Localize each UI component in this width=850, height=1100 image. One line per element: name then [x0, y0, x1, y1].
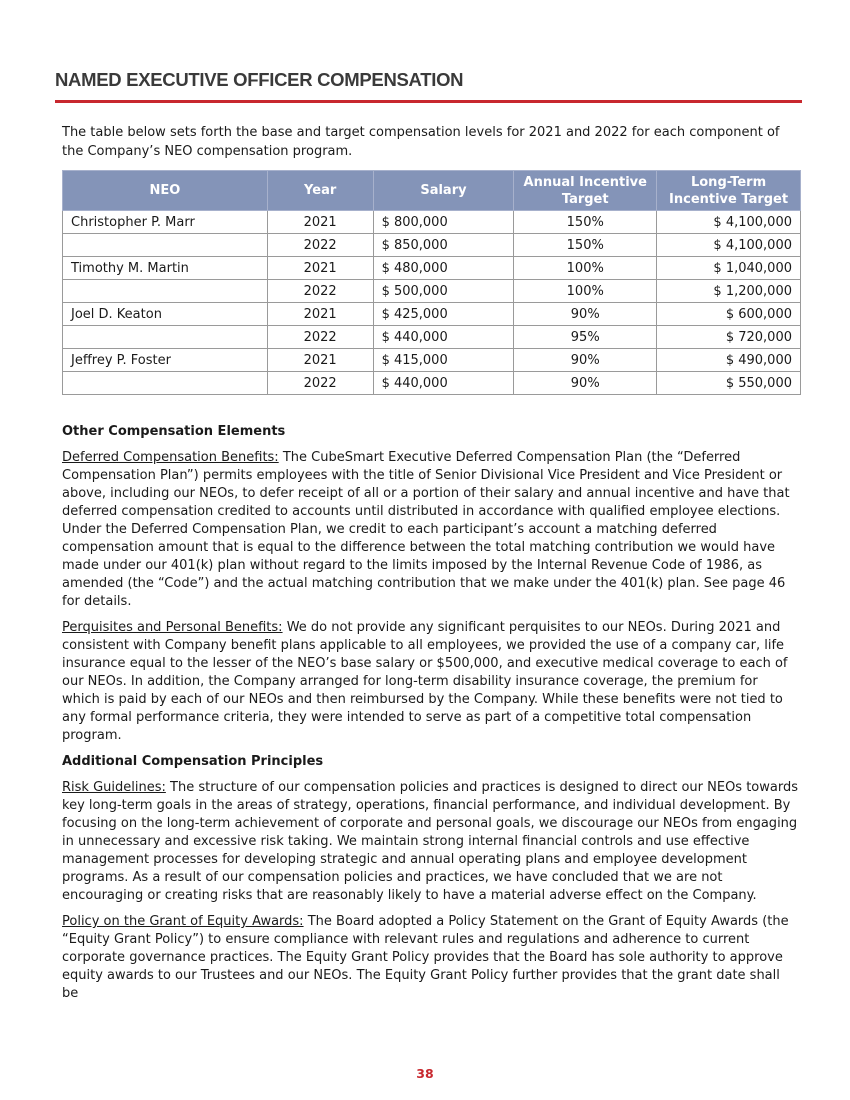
- cell-neo: Christopher P. Marr: [63, 211, 268, 234]
- table-header-row: [63, 171, 801, 211]
- cell-salary: $ 440,000: [373, 326, 514, 349]
- cell-salary: $ 800,000: [373, 211, 514, 234]
- header-lti-line1: Long-Term: [690, 174, 767, 190]
- perquisites-text: We do not provide any significant perquisites to our NEOs. During 2021 and consistent with Company benefit plans applicable to all employees, we provided the use of a company car, life insurance equal to the lesser of the NEO’s base salary or $500,000, and executive medical coverage to each of our NEOs. In addition, the Company arranged for long-term disability insurance coverage, the premium for which is paid by each of our NEOs and then reimbursed by the Company. While these benefits were not tied to any formal performance criteria, they were intended to serve as part of a competitive total compensation program.: [62, 620, 788, 743]
- cell-neo: [63, 234, 268, 257]
- other-comp-heading: Other Compensation Elements: [62, 424, 286, 439]
- cell-year: 2021: [267, 349, 373, 372]
- header-long-term-incentive: [657, 171, 801, 211]
- cell-year: 2021: [267, 303, 373, 326]
- equity-policy-paragraph: [62, 913, 799, 1003]
- cell-salary: $ 500,000: [373, 280, 514, 303]
- cell-salary: $ 480,000: [373, 257, 514, 280]
- cell-annual-incentive: 150%: [514, 211, 657, 234]
- cell-annual-incentive: 90%: [514, 303, 657, 326]
- table-row: [63, 326, 801, 349]
- cell-neo: [63, 280, 268, 303]
- table-row: [63, 280, 801, 303]
- cell-year: 2022: [267, 280, 373, 303]
- cell-neo: [63, 372, 268, 395]
- cell-annual-incentive: 100%: [514, 257, 657, 280]
- additional-principles-heading: Additional Compensation Principles: [62, 754, 324, 769]
- cell-annual-incentive: 90%: [514, 372, 657, 395]
- equity-policy-label: Policy on the Grant of Equity Awards:: [62, 914, 304, 929]
- cell-neo: Timothy M. Martin: [63, 257, 268, 280]
- equity-policy-text: The Board adopted a Policy Statement on the Grant of Equity Awards (the “Equity Grant Policy”) to ensure compliance with relevant rules and regulations and adherence to current corporate governance practices. The Equity Grant Policy provides that the Board has sole authority to approve equity awards to our Trustees and our NEOs. The Equity Grant Policy further provides that the grant date shall be: [62, 914, 789, 1001]
- cell-year: 2022: [267, 234, 373, 257]
- cell-year: 2021: [267, 211, 373, 234]
- header-lti-line2: Incentive Target: [669, 191, 789, 207]
- cell-long-term-incentive: $ 4,100,000: [657, 211, 801, 234]
- cell-salary: $ 415,000: [373, 349, 514, 372]
- risk-guidelines-paragraph: [62, 779, 799, 905]
- section-title: NAMED EXECUTIVE OFFICER COMPENSATION: [55, 69, 464, 90]
- header-aip-line1: Annual Incentive: [523, 174, 647, 190]
- body-text: [62, 423, 799, 1011]
- header-aip-line2: Target: [561, 191, 609, 207]
- table-row: [63, 372, 801, 395]
- header-year: Year: [267, 171, 373, 211]
- risk-guidelines-text: The structure of our compensation policies and practices is designed to direct our NEOs towards key long-term goals in the areas of strategy, operations, financial performance, and individual development. By focusing on the long-term achievement of corporate and personal goals, we discourage our NEOs from engaging in unnecessary and excessive risk taking. We maintain strong internal financial controls and use effective management processes for developing strategic and annual operating plans and employee development programs. As a result of our compensation policies and practices, we have concluded that we are not encouraging or creating risks that are reasonably likely to have a material adverse effect on the Company.: [62, 780, 798, 903]
- deferred-comp-label: Deferred Compensation Benefits:: [62, 450, 279, 465]
- cell-salary: $ 850,000: [373, 234, 514, 257]
- table-row: [63, 257, 801, 280]
- cell-year: 2022: [267, 372, 373, 395]
- cell-year: 2022: [267, 326, 373, 349]
- cell-salary: $ 440,000: [373, 372, 514, 395]
- cell-neo: Jeffrey P. Foster: [63, 349, 268, 372]
- table-row: [63, 211, 801, 234]
- intro-paragraph: The table below sets forth the base and target compensation levels for 2021 and 2022 for each component of the Company’s NEO compensation program.: [62, 125, 780, 159]
- cell-annual-incentive: 150%: [514, 234, 657, 257]
- risk-guidelines-label: Risk Guidelines:: [62, 780, 166, 795]
- perquisites-label: Perquisites and Personal Benefits:: [62, 620, 283, 635]
- cell-annual-incentive: 90%: [514, 349, 657, 372]
- cell-long-term-incentive: $ 550,000: [657, 372, 801, 395]
- header-neo: NEO: [63, 171, 268, 211]
- header-annual-incentive: [514, 171, 657, 211]
- cell-salary: $ 425,000: [373, 303, 514, 326]
- table-row: [63, 303, 801, 326]
- deferred-comp-text: The CubeSmart Executive Deferred Compensation Plan (the “Deferred Compensation Plan”) permits employees with the title of Senior Divisional Vice President and Vice President or above, including our NEOs, to defer receipt of all or a portion of their salary and annual incentive and have that deferred compensation credited to accounts until distributed in accordance with qualified employee elections. Under the Deferred Compensation Plan, we credit to each participant’s account a matching deferred compensation amount that is equal to the difference between the total matching contribution we would have made under our 401(k) plan without regard to the limits imposed by the Internal Revenue Code of 1986, as amended (the “Code”) and the actual matching contribution that we make under the 401(k) plan. See page 46 for details.: [62, 450, 790, 609]
- cell-long-term-incentive: $ 1,200,000: [657, 280, 801, 303]
- cell-annual-incentive: 100%: [514, 280, 657, 303]
- table-row: [63, 234, 801, 257]
- header-salary: Salary: [373, 171, 514, 211]
- cell-long-term-incentive: $ 1,040,000: [657, 257, 801, 280]
- cell-neo: Joel D. Keaton: [63, 303, 268, 326]
- title-rule: [55, 100, 802, 103]
- compensation-table: [62, 170, 801, 395]
- cell-neo: [63, 326, 268, 349]
- cell-long-term-incentive: $ 490,000: [657, 349, 801, 372]
- cell-long-term-incentive: $ 4,100,000: [657, 234, 801, 257]
- table-row: [63, 349, 801, 372]
- page-number: 38: [416, 1066, 434, 1081]
- cell-long-term-incentive: $ 720,000: [657, 326, 801, 349]
- perquisites-paragraph: [62, 619, 799, 745]
- cell-long-term-incentive: $ 600,000: [657, 303, 801, 326]
- deferred-comp-paragraph: [62, 449, 799, 611]
- cell-annual-incentive: 95%: [514, 326, 657, 349]
- cell-year: 2021: [267, 257, 373, 280]
